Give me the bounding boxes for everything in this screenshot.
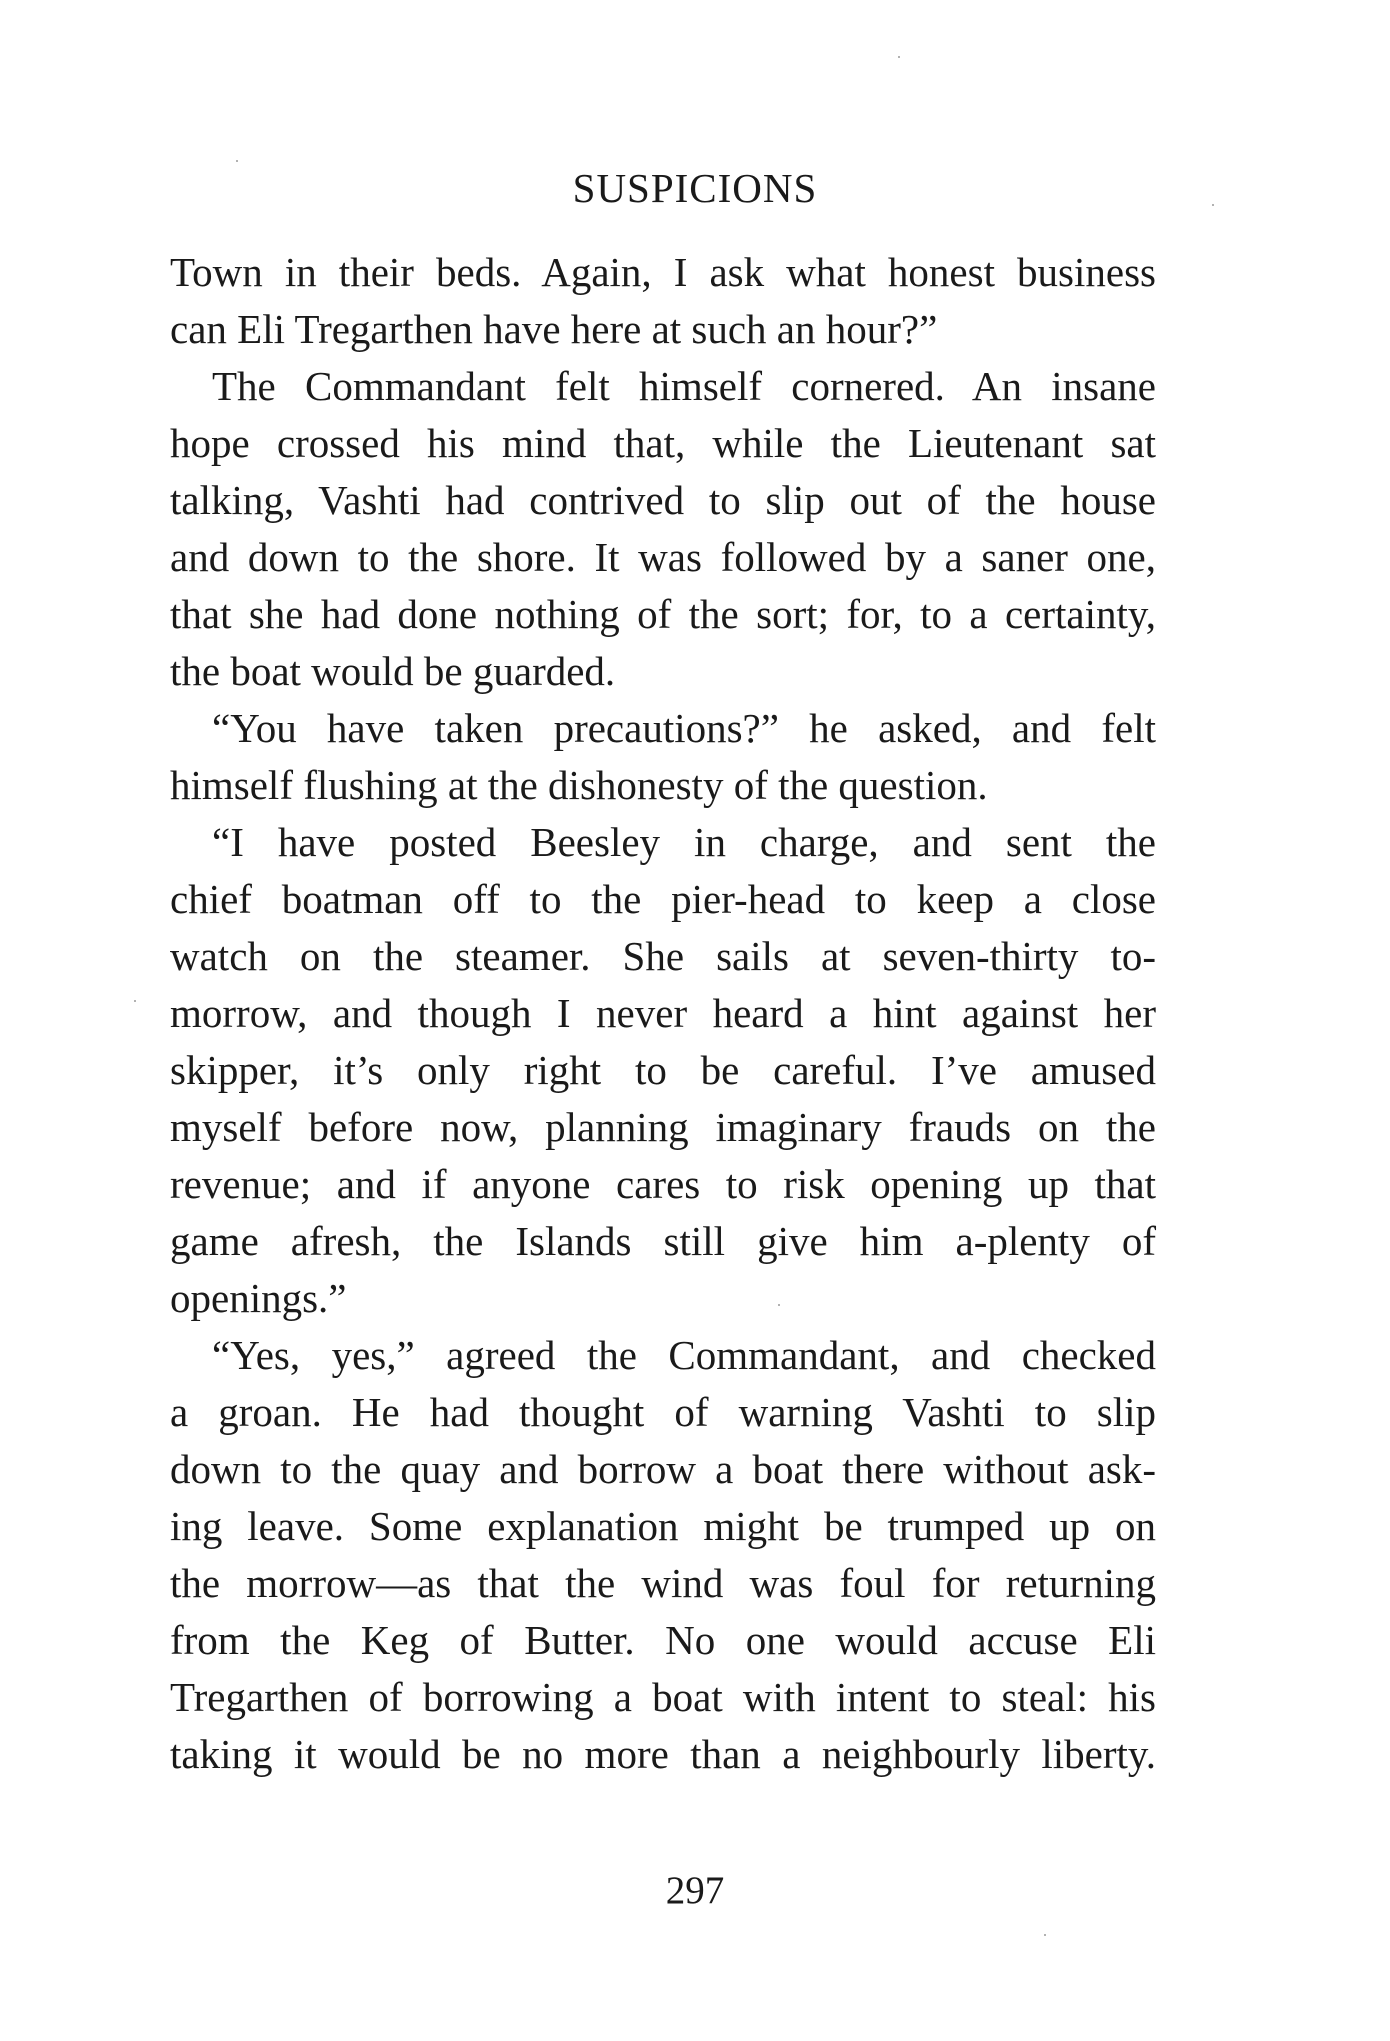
- text-line: skipper, it’s only right to be careful. I’ve amused: [170, 1047, 1156, 1093]
- paper-speck: [1044, 1934, 1046, 1936]
- text-line: morrow, and though I never heard a hint against her: [170, 990, 1156, 1036]
- text-line: from the Keg of Butter. No one would accuse Eli: [170, 1617, 1156, 1663]
- text-line: The Commandant felt himself cornered. An insane: [212, 363, 1156, 409]
- text-line: that she had done nothing of the sort; for, to a certainty,: [170, 591, 1156, 637]
- text-line: down to the quay and borrow a boat there without ask-: [170, 1446, 1156, 1492]
- text-line: myself before now, planning imaginary frauds on the: [170, 1104, 1156, 1150]
- running-head: SUSPICIONS: [572, 165, 818, 211]
- text-line: ing leave. Some explanation might be trumped up on: [170, 1503, 1156, 1549]
- text-line: revenue; and if anyone cares to risk opening up that: [170, 1161, 1156, 1207]
- text-line: a groan. He had thought of warning Vashti to slip: [170, 1389, 1156, 1435]
- paper-speck: [236, 160, 238, 162]
- paper-speck: [778, 1304, 780, 1306]
- page-number: 297: [665, 1869, 725, 1912]
- text-line: chief boatman off to the pier-head to keep a close: [170, 876, 1156, 922]
- text-line: talking, Vashti had contrived to slip out of the house: [170, 477, 1156, 523]
- text-line: can Eli Tregarthen have here at such an hour?”: [170, 306, 938, 352]
- text-line: “You have taken precautions?” he asked, and felt: [212, 705, 1156, 751]
- text-line: Tregarthen of borrowing a boat with intent to steal: his: [170, 1674, 1156, 1720]
- text-line: hope crossed his mind that, while the Lieutenant sat: [170, 420, 1156, 466]
- text-line: taking it would be no more than a neighbourly liberty.: [170, 1731, 1156, 1777]
- paper-speck: [134, 1000, 136, 1002]
- text-line: the boat would be guarded.: [170, 648, 616, 694]
- text-line: “I have posted Beesley in charge, and sent the: [212, 819, 1156, 865]
- body-text: [170, 244, 1156, 1783]
- paper-speck: [1212, 204, 1214, 206]
- text-line: and down to the shore. It was followed by a saner one,: [170, 534, 1156, 580]
- text-line: himself flushing at the dishonesty of the question.: [170, 762, 988, 808]
- text-line: “Yes, yes,” agreed the Commandant, and checked: [212, 1332, 1156, 1378]
- text-line: game afresh, the Islands still give him a-plenty of: [170, 1218, 1156, 1264]
- text-line: Town in their beds. Again, I ask what honest business: [170, 249, 1156, 295]
- text-line: the morrow—as that the wind was foul for returning: [170, 1560, 1156, 1606]
- text-line: openings.”: [170, 1275, 347, 1321]
- text-line: watch on the steamer. She sails at seven-thirty to-: [170, 933, 1156, 979]
- paper-speck: [898, 56, 900, 58]
